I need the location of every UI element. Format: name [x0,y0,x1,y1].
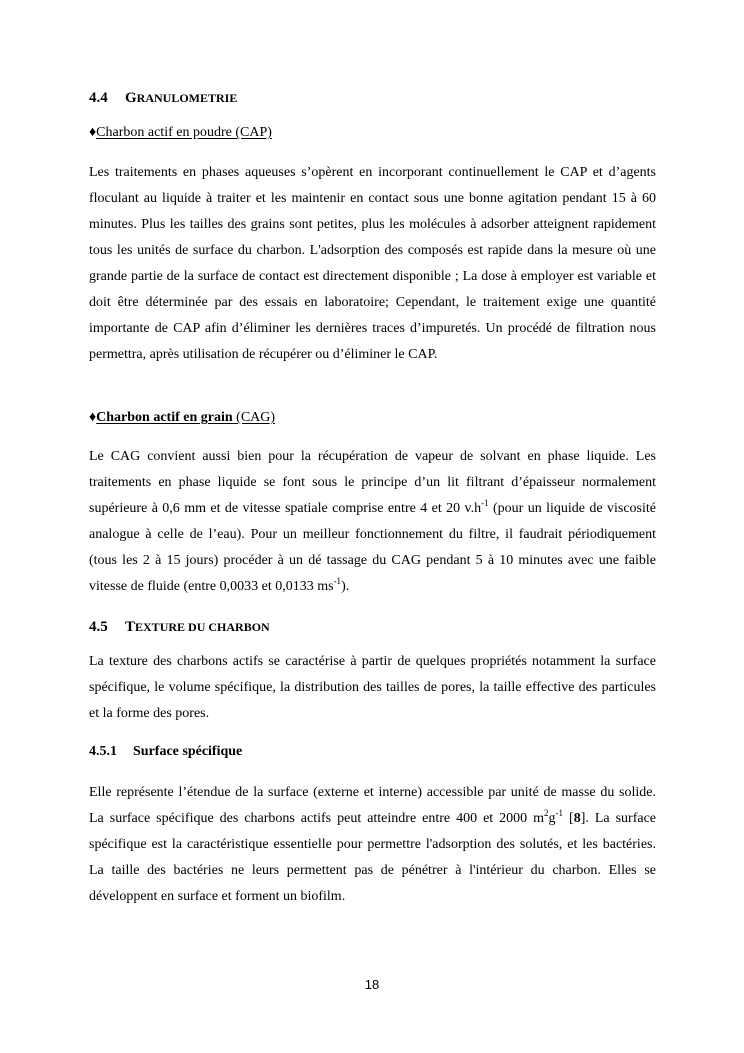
subsection-number: 4.5.1 [89,744,117,759]
cag-heading-bold: Charbon actif en grain [96,410,233,425]
surface-text-part2: g [548,811,556,826]
section-number: 4.4 [89,90,108,106]
surface-text-part4: ]. La surface spécifique est la caractéristique essentielle pour permettre l'adsorption des solutés, et les bactéries. La taille des bactéries ne leurs permettent pas de pénétrer à l'intérieur du charbon. Elles se développent en surface et forment un biofilm. [89,811,657,904]
section-title-rest: RANULOMETRIE [136,91,238,105]
surface-superscript-minus1: -1 [555,808,564,818]
section-title-rest: EXTURE DU CHARBON [135,620,270,634]
cap-heading-text: Charbon actif en poudre (CAP) [96,125,272,140]
surface-text-part3: [ [563,811,574,826]
texture-paragraph: La texture des charbons actifs se caractérise à partir de quelques propriétés notamment la surface spécifique, le volume spécifique, la distribution des tailles de pores, la taille effective des particules et la forme des pores. [89,654,656,721]
section-heading-texture [89,619,270,636]
cag-paragraph [89,444,656,600]
cap-paragraph: Les traitements en phases aqueuses s’opèrent en incorporant continuellement le CAP et d’agents floculant au liquide à traiter et les maintenir en contact sous une bonne agitation pendant 15 à 60 minutes. Plus les tailles des grains sont petites, plus les molécules à adsorber atteignent rapidement tous les unités de surface du charbon. L'adsorption des composés est rapide dans la mesure où une grande partie de la surface de contact est directement disponible ; La dose à employer est variable et doit être déterminée par des essais en laboratoire; Cependant, le traitement exige une quantité importante de CAP afin d’éliminer les dernières traces d’impuretés. Un procédé de filtration nous permettra, après utilisation de récupérer ou d’éliminer le CAP. [89,165,656,362]
surface-superscript-2: 2 [544,808,549,818]
cag-text-part3: ). [341,579,350,594]
page-number: 18 [364,977,380,992]
diamond-bullet-icon: ♦ [89,410,97,425]
surface-text-part1: Elle représente l’étendue de la surface (externe et interne) accessible par unité de masse du solide. La surface spécifique des charbons actifs peut atteindre entre 400 et 2000 m [89,785,656,826]
subsection-heading-surface [89,744,242,760]
reference-link[interactable]: 8 [573,811,581,826]
section-title-initial: G [125,90,137,106]
cag-superscript-1: -1 [481,498,489,508]
cag-subheading [89,410,275,426]
cag-heading-rest: (CAG) [232,410,276,425]
cag-text-part2: (pour un liquide de viscosité analogue à celle de l’eau). Pour un meilleur fonctionnement du filtre, il faudrait périodiquement (tous les 2 à 15 jours) procéder à un dé tassage du CAG pendant 5 à 10 minutes avec une faible vitesse de fluide (entre 0,0033 et 0,0133 ms [89,501,656,594]
section-number: 4.5 [89,619,108,635]
cag-text-part1: Le CAG convient aussi bien pour la récupération de vapeur de solvant en phase liquide. Les traitements en phase liquide se font sous le principe d’un lit filtrant d’épaisseur normalement supérieure à 0,6 mm et de vitesse spatiale comprise entre 4 et 20 v.h [89,449,656,516]
surface-paragraph [89,780,656,910]
diamond-bullet-icon: ♦ [89,125,97,140]
cap-subheading [89,125,272,141]
section-heading-granulometrie [89,90,237,107]
subsection-title: Surface spécifique [133,744,243,759]
cag-superscript-2: -1 [333,576,342,586]
section-title-initial: T [125,619,136,635]
